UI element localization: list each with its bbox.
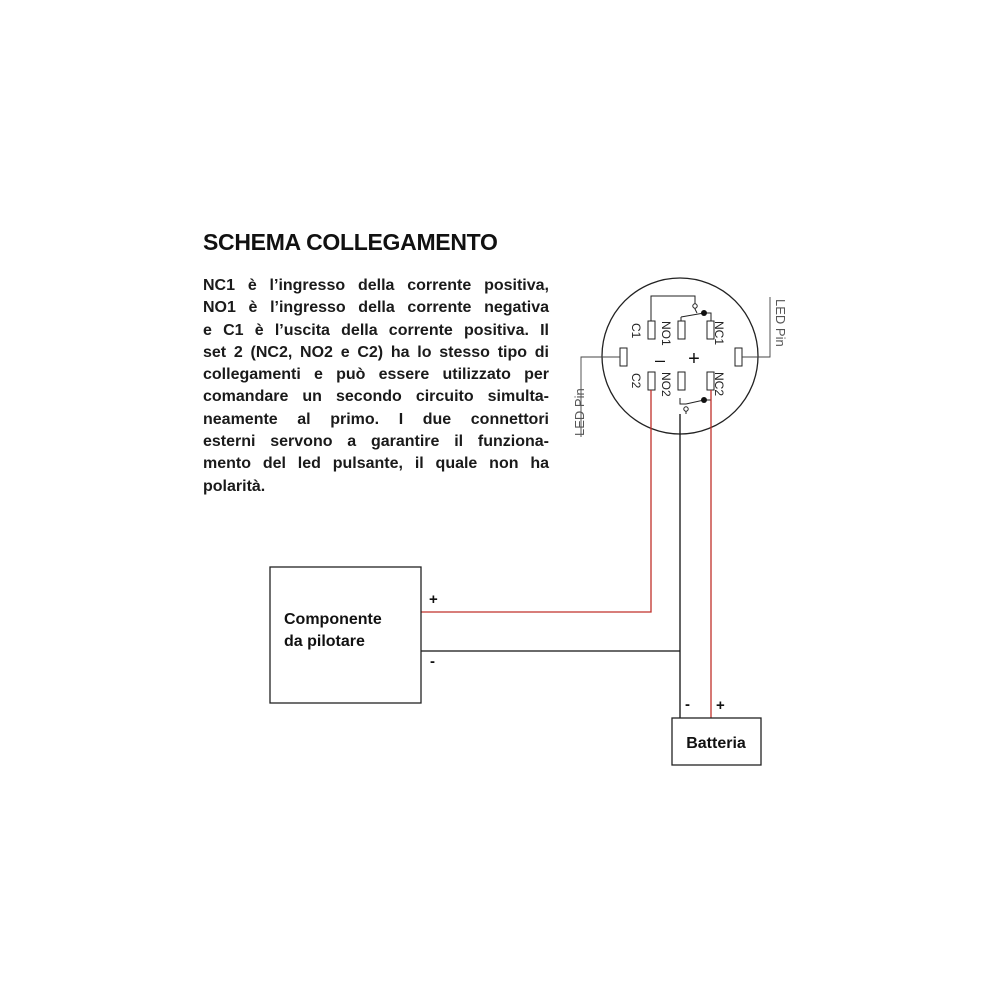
battery-minus-label: -	[685, 696, 690, 713]
led-pin-right-label: LED Pin	[773, 299, 788, 347]
led-pin-left-label: LED Pin	[572, 388, 587, 436]
pin-c2	[648, 372, 655, 390]
description-line: e C1 è l’uscita della corrente positiva. Il	[203, 321, 549, 339]
pin-label-c1: C1	[629, 323, 643, 339]
description-line: polarità.	[203, 477, 266, 495]
diagram-title: SCHEMA COLLEGAMENTO	[203, 229, 498, 255]
description-line: NO1 è l’ingresso della corrente negativa	[203, 299, 549, 317]
description-line: comandare un secondo circuito simulta-	[203, 388, 549, 406]
led-pin-right-leader	[742, 297, 770, 357]
pin-no2	[678, 372, 685, 390]
pin-label-c2: C2	[629, 373, 643, 389]
pin-no1	[678, 321, 685, 339]
switch-minus-sign: –	[654, 350, 666, 370]
pin-label-no2: NO2	[659, 372, 673, 397]
pin-c1	[648, 321, 655, 339]
component-label-line2: da pilotare	[284, 633, 365, 650]
pin-label-no1: NO1	[659, 321, 673, 346]
description-line: esterni servono a garantire il funziona-	[203, 433, 549, 451]
led-pin-right	[735, 348, 742, 366]
contact-point	[684, 407, 688, 411]
contact-point	[693, 304, 697, 308]
component-plus-label: +	[429, 591, 438, 608]
component-label-line1: Componente	[284, 611, 382, 628]
switch-plus-sign: +	[688, 348, 700, 370]
positive-wire-c2-to-component	[421, 390, 651, 612]
battery-label: Batteria	[686, 735, 746, 752]
description-line: collegamenti e può essere utilizzato per	[203, 366, 549, 384]
pin-label-nc2: NC2	[712, 372, 726, 397]
battery-plus-label: +	[716, 697, 725, 714]
description-line: set 2 (NC2, NO2 e C2) ha lo stesso tipo di	[203, 343, 549, 361]
contact-point	[701, 397, 707, 403]
description-line: NC1 è l’ingresso della corrente positiva,	[203, 277, 549, 294]
description-line: mento del led pulsante, il quale non ha	[203, 455, 549, 473]
contact-point	[701, 310, 707, 316]
component-minus-label: -	[430, 653, 435, 670]
led-pin-left	[620, 348, 627, 366]
pin-label-nc1: NC1	[712, 321, 726, 346]
description-line: neamente al primo. I due connettori	[203, 410, 549, 428]
